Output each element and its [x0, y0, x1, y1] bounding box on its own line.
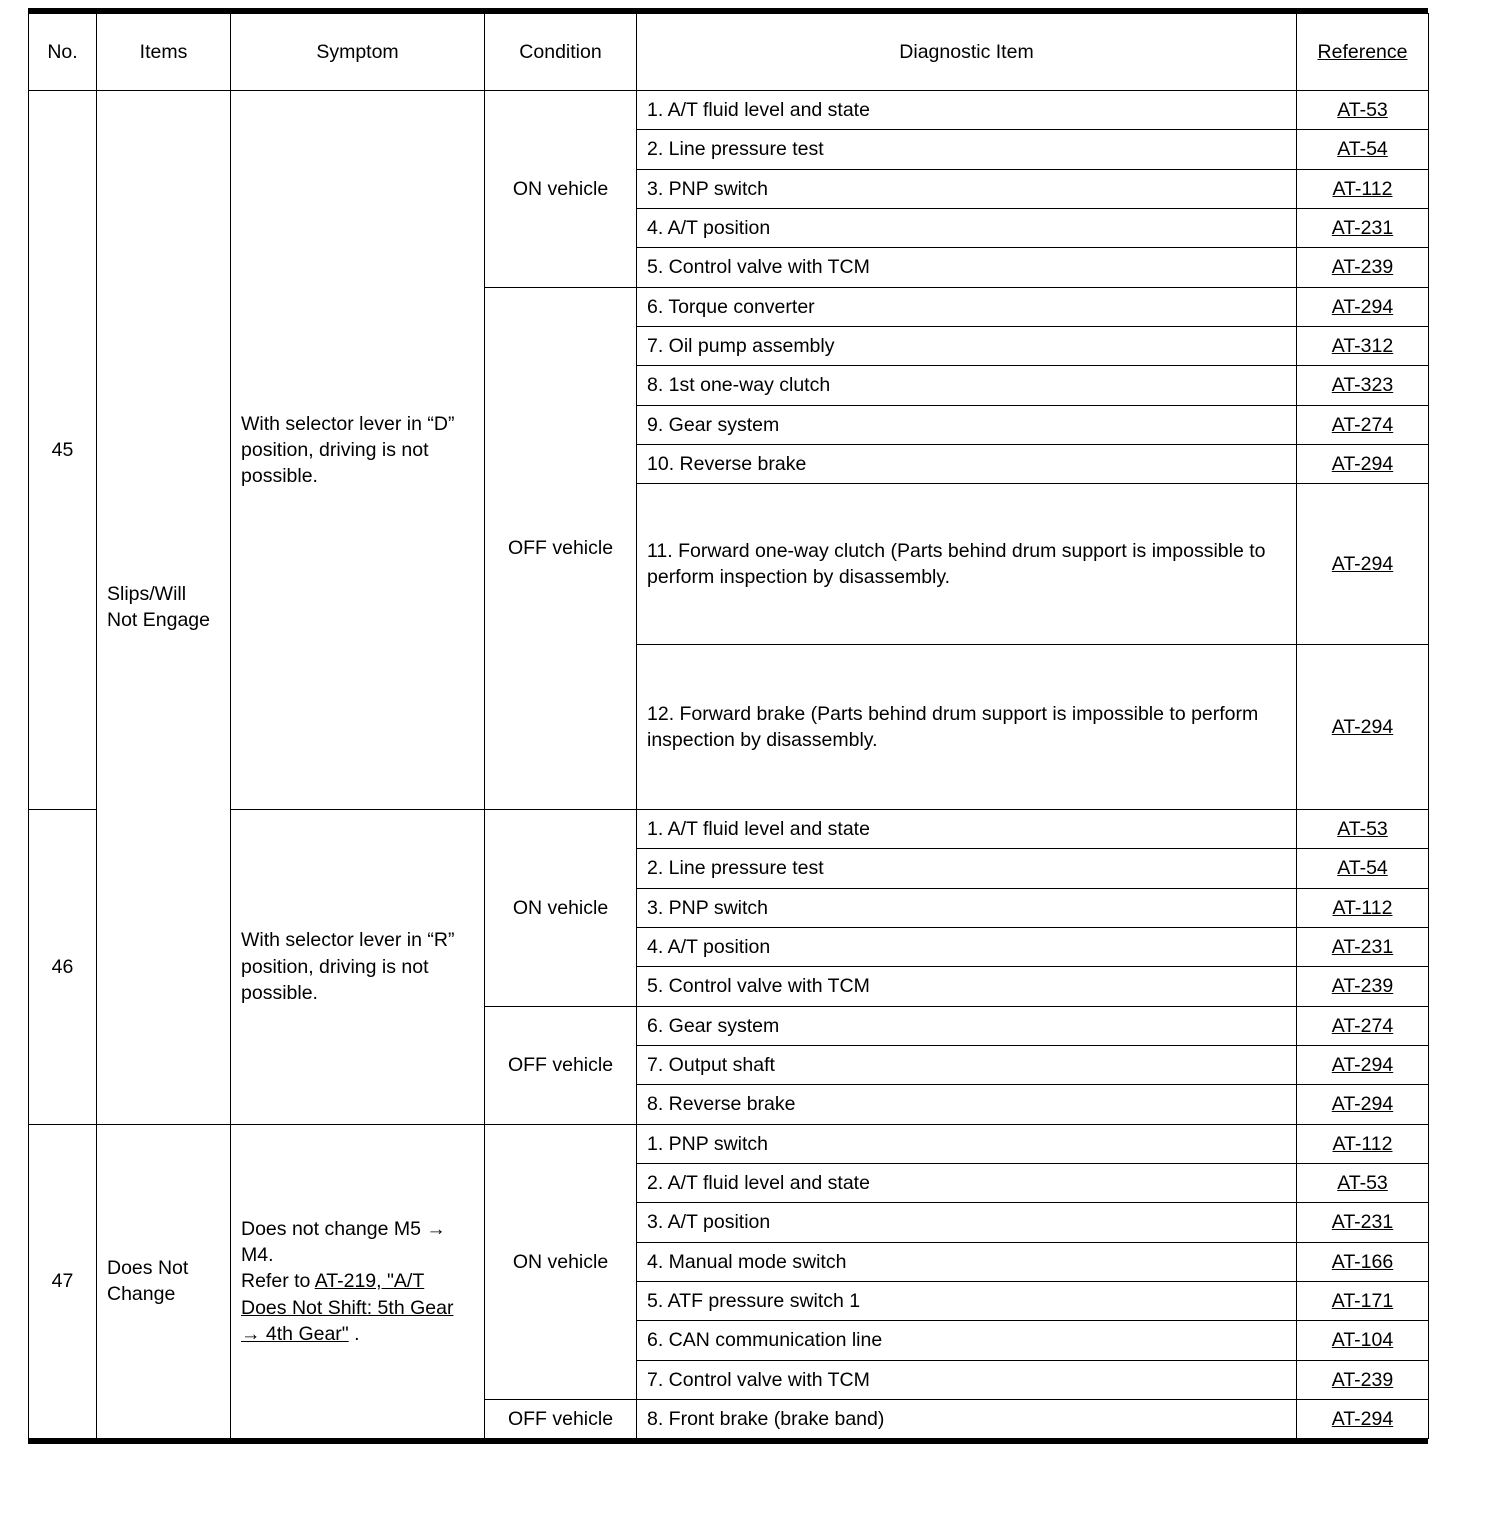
diagnostic-item: 1. A/T fluid level and state — [637, 91, 1297, 130]
diagnostic-item: 5. Control valve with TCM — [637, 967, 1297, 1006]
symptom-line-1: Does not change M5 → M4. — [241, 1217, 446, 1266]
diagnostic-item: 4. A/T position — [637, 208, 1297, 247]
reference-link[interactable]: AT-53 — [1297, 1163, 1429, 1202]
diagnostic-item: 7. Oil pump assembly — [637, 326, 1297, 365]
row-symptom-46: With selector lever in “R” position, driving is not possible. — [231, 810, 485, 1125]
reference-link[interactable]: AT-239 — [1297, 248, 1429, 287]
diagnostic-item: 4. Manual mode switch — [637, 1242, 1297, 1281]
reference-link[interactable]: AT-294 — [1297, 1046, 1429, 1085]
table-header-row — [29, 14, 1429, 91]
diagnostic-item: 8. Reverse brake — [637, 1085, 1297, 1124]
diagnostic-item: 1. A/T fluid level and state — [637, 810, 1297, 849]
symptom-line-2-prefix: Refer to — [241, 1270, 315, 1293]
header-condition: Condition — [485, 14, 637, 91]
reference-link[interactable]: AT-274 — [1297, 1006, 1429, 1045]
table-body — [29, 91, 1429, 1439]
reference-link[interactable]: AT-294 — [1297, 444, 1429, 483]
diagnostic-item: 2. Line pressure test — [637, 849, 1297, 888]
header-no: No. — [29, 14, 97, 91]
reference-link[interactable]: AT-112 — [1297, 169, 1429, 208]
diagnostic-item: 4. A/T position — [637, 928, 1297, 967]
table-row — [29, 810, 1429, 849]
row-no-46: 46 — [29, 810, 97, 1125]
reference-link[interactable]: AT-54 — [1297, 130, 1429, 169]
header-diagnostic-item: Diagnostic Item — [637, 14, 1297, 91]
diagnostic-item: 10. Reverse brake — [637, 444, 1297, 483]
diagnostic-item: 2. Line pressure test — [637, 130, 1297, 169]
diagnostic-item: 3. PNP switch — [637, 888, 1297, 927]
row-symptom-45: With selector lever in “D” position, driving is not possible. — [231, 91, 485, 810]
reference-link[interactable]: AT-104 — [1297, 1321, 1429, 1360]
reference-link[interactable]: AT-171 — [1297, 1281, 1429, 1320]
symptom-line-2-suffix: . — [348, 1322, 360, 1345]
diagnostic-item: 1. PNP switch — [637, 1124, 1297, 1163]
header-items: Items — [97, 14, 231, 91]
table-row — [29, 1124, 1429, 1163]
diagnostic-item: 5. Control valve with TCM — [637, 248, 1297, 287]
reference-link[interactable]: AT-231 — [1297, 928, 1429, 967]
diagnostic-item: 12. Forward brake (Parts behind drum support is impossible to perform inspection by disassembly. — [637, 645, 1297, 810]
condition-on-vehicle-46: ON vehicle — [485, 810, 637, 1007]
reference-link[interactable]: AT-323 — [1297, 366, 1429, 405]
reference-link[interactable]: AT-239 — [1297, 967, 1429, 1006]
reference-link[interactable]: AT-294 — [1297, 484, 1429, 645]
row-item-does-not-change: Does Not Change — [97, 1124, 231, 1439]
symptom-reference-link[interactable]: AT-219, "A/T Does Not Shift: 5th Gear → 4th Gear" — [241, 1270, 454, 1345]
diagnostic-item: 2. A/T fluid level and state — [637, 1163, 1297, 1202]
diagnostic-symptom-table — [28, 13, 1429, 1439]
diagnostic-item: 8. 1st one-way clutch — [637, 366, 1297, 405]
diagnostic-table-page — [28, 8, 1428, 1444]
reference-link[interactable]: AT-294 — [1297, 645, 1429, 810]
reference-link[interactable]: AT-294 — [1297, 1085, 1429, 1124]
reference-link[interactable]: AT-53 — [1297, 91, 1429, 130]
diagnostic-item: 7. Output shaft — [637, 1046, 1297, 1085]
diagnostic-item: 6. Gear system — [637, 1006, 1297, 1045]
condition-off-vehicle-45: OFF vehicle — [485, 287, 637, 810]
condition-on-vehicle-47: ON vehicle — [485, 1124, 637, 1399]
diagnostic-item: 6. Torque converter — [637, 287, 1297, 326]
bottom-rule — [28, 1439, 1428, 1444]
reference-link[interactable]: AT-312 — [1297, 326, 1429, 365]
reference-link[interactable]: AT-239 — [1297, 1360, 1429, 1399]
reference-link[interactable]: AT-231 — [1297, 208, 1429, 247]
reference-link[interactable]: AT-54 — [1297, 849, 1429, 888]
header-symptom: Symptom — [231, 14, 485, 91]
condition-off-vehicle-46: OFF vehicle — [485, 1006, 637, 1124]
reference-link[interactable]: AT-166 — [1297, 1242, 1429, 1281]
header-reference: Reference — [1297, 14, 1429, 91]
diagnostic-item: 8. Front brake (brake band) — [637, 1399, 1297, 1438]
row-item-slips-will-not-engage: Slips/Will Not Engage — [97, 91, 231, 1125]
diagnostic-item: 5. ATF pressure switch 1 — [637, 1281, 1297, 1320]
row-no-45: 45 — [29, 91, 97, 810]
reference-link[interactable]: AT-112 — [1297, 888, 1429, 927]
diagnostic-item: 6. CAN communication line — [637, 1321, 1297, 1360]
diagnostic-item: 9. Gear system — [637, 405, 1297, 444]
reference-link[interactable]: AT-294 — [1297, 287, 1429, 326]
reference-link[interactable]: AT-53 — [1297, 810, 1429, 849]
reference-link[interactable]: AT-231 — [1297, 1203, 1429, 1242]
diagnostic-item: 3. PNP switch — [637, 169, 1297, 208]
condition-off-vehicle-47: OFF vehicle — [485, 1399, 637, 1438]
diagnostic-item: 3. A/T position — [637, 1203, 1297, 1242]
row-symptom-47 — [231, 1124, 485, 1439]
diagnostic-item: 7. Control valve with TCM — [637, 1360, 1297, 1399]
reference-link[interactable]: AT-112 — [1297, 1124, 1429, 1163]
condition-on-vehicle-45: ON vehicle — [485, 91, 637, 288]
row-no-47: 47 — [29, 1124, 97, 1439]
reference-link[interactable]: AT-274 — [1297, 405, 1429, 444]
reference-link[interactable]: AT-294 — [1297, 1399, 1429, 1438]
table-row — [29, 91, 1429, 130]
diagnostic-item: 11. Forward one-way clutch (Parts behind drum support is impossible to perform inspection by disassembly. — [637, 484, 1297, 645]
